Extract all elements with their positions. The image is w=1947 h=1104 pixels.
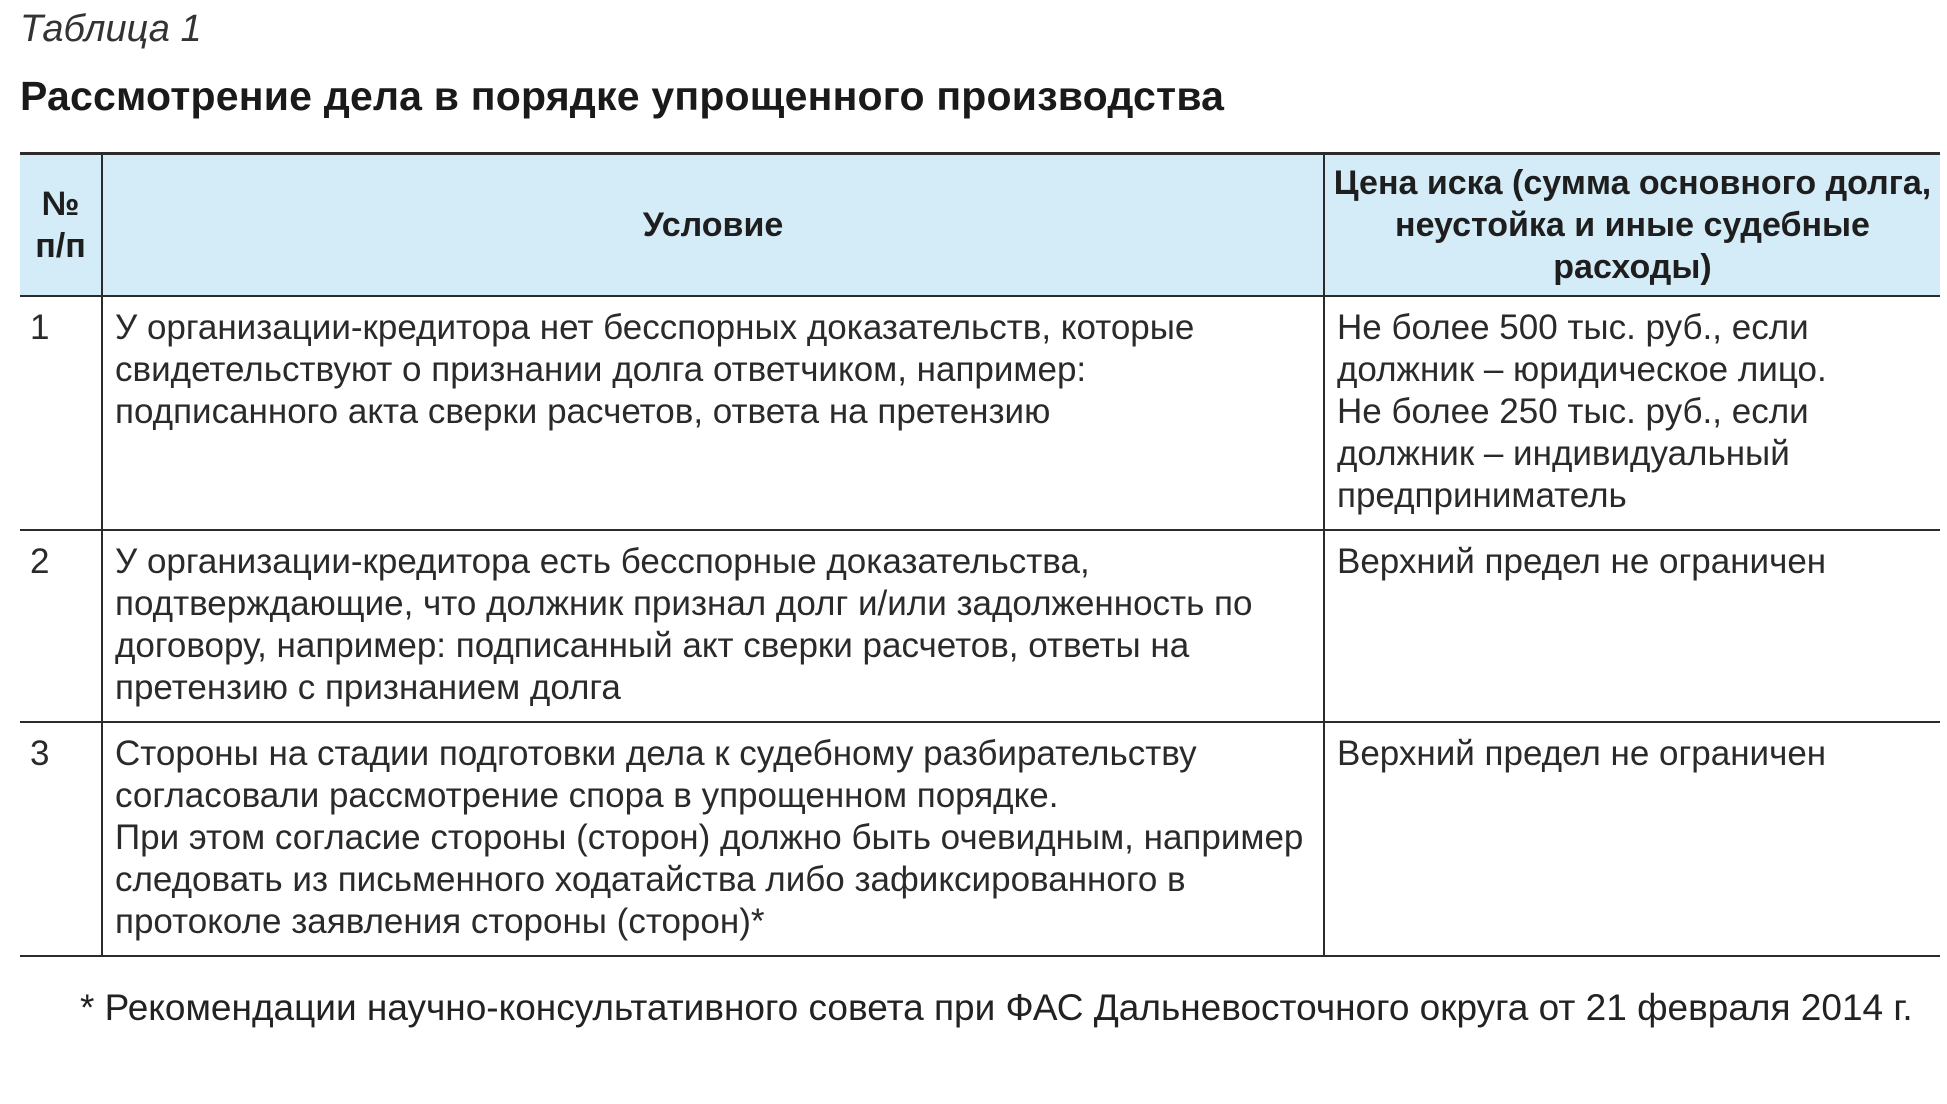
- condition-text: При этом согласие стороны (сторон) должно быть очевидным, например следовать из письменного ходатайства либо зафиксированного в протоколе заявления стороны (сторон)*: [115, 818, 1304, 941]
- condition-cell: [102, 296, 1324, 530]
- row-number: 2: [20, 530, 102, 722]
- procedure-table: [20, 152, 1940, 957]
- condition-cell: [102, 530, 1324, 722]
- price-text: Верхний предел не ограничен: [1337, 542, 1827, 581]
- price-cell: [1324, 530, 1940, 722]
- condition-text: У организации-кредитора есть бесспорные доказательства, подтверждающие, что должник признал долг и/или задолженность по договору, например: подписанный акт сверки расчетов, ответы на претензию с признанием долга: [115, 542, 1253, 707]
- column-header-price: Цена иска (сумма основного долга, неустойка и иные судебные расходы): [1324, 154, 1940, 297]
- price-cell: [1324, 296, 1940, 530]
- table-row: [20, 530, 1940, 722]
- footnote: * Рекомендации научно-консультативного совета при ФАС Дальневосточного округа от 21 февраля 2014 г.: [80, 987, 1913, 1028]
- page-title: Рассмотрение дела в порядке упрощенного производства: [20, 73, 1225, 119]
- column-header-number: № п/п: [20, 154, 102, 297]
- price-text: Не более 250 тыс. руб., если должник – индивидуальный предприниматель: [1337, 392, 1809, 515]
- row-number: 3: [20, 722, 102, 956]
- row-number: 1: [20, 296, 102, 530]
- column-header-condition: Условие: [102, 154, 1324, 297]
- price-text: Не более 500 тыс. руб., если должник – юридическое лицо.: [1337, 308, 1827, 389]
- table-caption: Таблица 1: [20, 8, 202, 50]
- price-text: Верхний предел не ограничен: [1337, 734, 1827, 773]
- condition-cell: [102, 722, 1324, 956]
- condition-text: Стороны на стадии подготовки дела к судебному разбирательству согласовали рассмотрение спора в упрощенном порядке.: [115, 734, 1197, 815]
- price-cell: [1324, 722, 1940, 956]
- table-row: [20, 296, 1940, 530]
- table-header-row: [20, 154, 1940, 297]
- condition-text: У организации-кредитора нет бесспорных доказательств, которые свидетельствуют о признании долга ответчиком, например: подписанного акта сверки расчетов, ответа на претензию: [115, 308, 1195, 431]
- table-row: [20, 722, 1940, 956]
